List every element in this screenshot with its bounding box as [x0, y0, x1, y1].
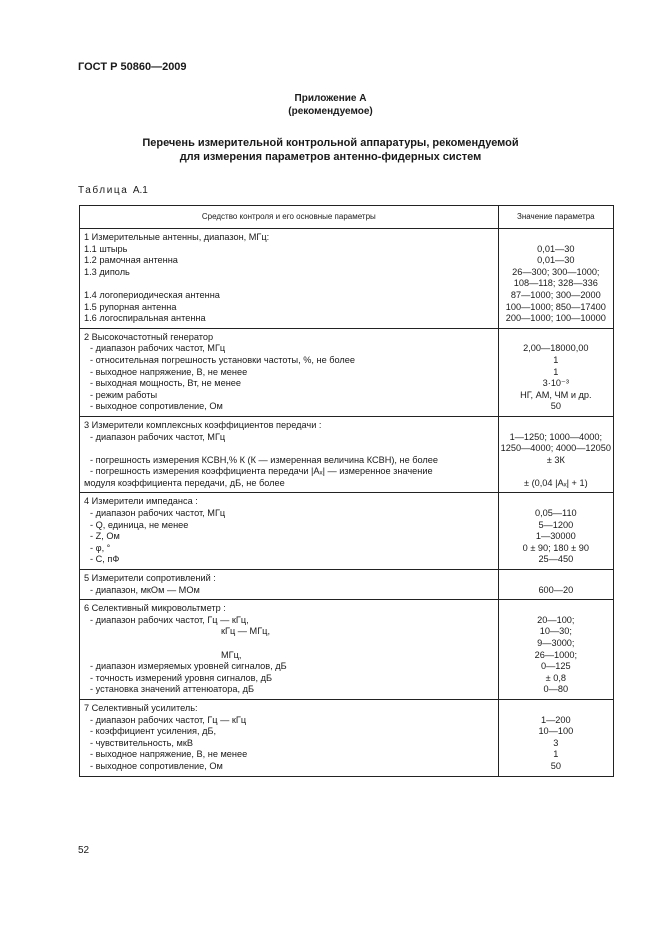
parameter-cell: [80, 570, 499, 600]
parameter-line: [84, 443, 494, 455]
parameter-line: модуля коэффициента передачи, дБ, не более: [84, 477, 285, 488]
value-cell: [498, 699, 613, 776]
parameter-line: - диапазон рабочих частот, МГц: [90, 343, 226, 354]
value-line: 108—118; 328—336: [513, 278, 598, 289]
parameter-line: - C, пФ: [90, 554, 120, 565]
appendix-heading: [0, 92, 661, 118]
value-line: 5—1200: [538, 519, 574, 530]
value-line: 25—450: [538, 554, 574, 565]
parameter-line: - выходное напряжение, В, не менее: [90, 749, 248, 760]
value-line: 0,01—30: [537, 243, 575, 254]
appendix-note: (рекомендуемое): [288, 106, 373, 117]
parameter-line: - точность измерений уровня сигналов, дБ: [90, 672, 273, 683]
parameter-line: - диапазон рабочих частот, МГц: [90, 431, 226, 442]
value-line: 1250—4000; 4000—12050: [500, 443, 611, 454]
value-line: 600—20: [538, 584, 574, 595]
table-row: [80, 570, 614, 600]
value-line: [501, 420, 611, 432]
table-caption-label: Таблица: [78, 185, 129, 196]
value-line: [501, 573, 611, 585]
table-row: [80, 493, 614, 570]
value-line: 3·10⁻³: [542, 378, 569, 389]
parameter-cell: [80, 328, 499, 416]
table-row: [80, 229, 614, 329]
parameter-line: 1.6 логоспиральная антенна: [84, 313, 206, 324]
parameter-line: - погрешность измерения КСВН,% К (К — измеренная величина КСВН), не более: [90, 454, 439, 465]
parameter-line: 1.5 рупорная антенна: [84, 301, 177, 312]
value-line: [501, 466, 611, 478]
parameter-line: - выходное напряжение, В, не менее: [90, 366, 248, 377]
value-line: 26—1000;: [534, 649, 578, 660]
parameter-line: 1 Измерительные антенны, диапазон, МГц:: [84, 232, 270, 242]
parameter-line: 3 Измерители комплексных коэффициентов передачи :: [84, 419, 322, 430]
parameter-cell: [80, 600, 499, 700]
parameter-line: - относительная погрешность установки частоты, %, не более: [90, 354, 356, 365]
value-line: 9—3000;: [537, 638, 575, 648]
table-row: [80, 416, 614, 493]
parameter-cell: [80, 699, 499, 776]
value-line: 1: [553, 366, 559, 377]
parameter-line: - диапазон рабочих частот, Гц — кГц: [90, 714, 247, 725]
parameter-line: - установка значений аттенюатора, дБ: [90, 684, 254, 695]
parameter-line: [84, 638, 494, 650]
parameter-line: 1.4 логопериодическая антенна: [84, 289, 220, 300]
value-line: ± 0,8: [545, 672, 566, 683]
value-line: 0—125: [541, 661, 571, 672]
parameter-cell: [80, 416, 499, 493]
value-line: [501, 603, 611, 615]
parameter-line: - коэффициент усиления, дБ,: [90, 726, 217, 737]
parameter-line: МГц,: [221, 649, 242, 660]
value-cell: [498, 493, 613, 570]
value-line: 10—100: [538, 726, 574, 737]
value-line: 1: [553, 749, 559, 760]
value-cell: [498, 229, 613, 329]
table-row: [80, 600, 614, 700]
parameters-table: [79, 205, 614, 777]
value-line: [501, 332, 611, 344]
appendix-title: Приложение А: [294, 93, 367, 104]
parameter-line: - диапазон рабочих частот, Гц — кГц,: [90, 614, 249, 625]
value-line: ± 3К: [546, 454, 565, 465]
parameter-line: - диапазон измеряемых уровней сигналов, дБ: [90, 661, 287, 672]
parameter-line: - режим работы: [90, 389, 158, 400]
parameter-line: 5 Измерители сопротивлений :: [84, 573, 216, 584]
value-line: 10—30;: [539, 626, 572, 637]
parameter-line: кГц — МГц,: [221, 626, 270, 637]
value-line: [501, 496, 611, 508]
value-line: ± (0,04 |Aₓ| + 1): [523, 477, 588, 488]
page-number: 52: [78, 845, 90, 856]
value-line: 100—1000; 850—17400: [505, 301, 606, 312]
value-line: 87—1000; 300—2000: [510, 289, 601, 300]
parameter-line: - диапазон, мкОм — МОм: [90, 584, 200, 595]
value-line: 1—200: [541, 714, 571, 725]
value-line: 0 ± 90; 180 ± 90: [522, 542, 589, 553]
parameter-line: - выходное сопротивление, Ом: [90, 401, 223, 412]
value-cell: [498, 600, 613, 700]
value-line: 1—30000: [535, 531, 576, 542]
parameter-line: 1.2 рамочная антенна: [84, 255, 178, 266]
column-header-value: Значение параметра: [498, 206, 613, 229]
document-title-line1: Перечень измерительной контрольной аппаратуры, рекомендуемой: [142, 137, 519, 149]
table-header-row: [80, 206, 614, 229]
value-line: 0,01—30: [537, 255, 575, 266]
document-code: ГОСТ Р 50860—2009: [78, 61, 187, 73]
value-line: 1: [553, 354, 559, 365]
table-row: [80, 328, 614, 416]
value-line: 0—80: [543, 684, 569, 695]
value-line: НГ, АМ, ЧМ и др.: [520, 389, 592, 400]
value-line: [501, 232, 611, 244]
value-line: 20—100;: [537, 614, 575, 625]
value-cell: [498, 570, 613, 600]
value-line: 1—1250; 1000—4000;: [509, 431, 603, 442]
value-line: 50: [550, 760, 561, 771]
value-line: 26—300; 300—1000;: [512, 266, 600, 277]
parameter-line: - Z, Ом: [90, 531, 120, 542]
parameter-line: 1.1 штырь: [84, 243, 128, 254]
column-header-parameter: Средство контроля и его основные параметры: [80, 206, 499, 229]
table-row: [80, 699, 614, 776]
table-caption: [78, 185, 148, 196]
parameter-line: - чувствительность, мкВ: [90, 737, 193, 748]
parameter-line: 1.3 диполь: [84, 266, 130, 277]
value-line: [501, 703, 611, 715]
value-cell: [498, 328, 613, 416]
parameter-line: - Q, единица, не менее: [90, 519, 189, 530]
parameter-line: - диапазон рабочих частот, МГц: [90, 508, 226, 519]
value-line: 2,00—18000,00: [523, 343, 589, 354]
table-caption-number: А.1: [132, 185, 148, 196]
value-line: 50: [550, 401, 561, 412]
document-title: [0, 136, 661, 164]
value-line: 3: [553, 737, 559, 748]
parameter-line: - погрешность измерения коэффициента передачи |Aₓ| — измеренное значение: [90, 466, 433, 477]
parameter-line: 4 Измерители импеданса :: [84, 496, 198, 507]
parameter-line: 6 Селективный микровольтметр :: [84, 603, 226, 614]
value-line: 0,05—110: [534, 508, 577, 519]
parameter-cell: [80, 229, 499, 329]
parameter-line: 7 Селективный усилитель:: [84, 702, 198, 713]
parameter-line: 2 Высокочастотный генератор: [84, 331, 214, 342]
value-cell: [498, 416, 613, 493]
parameter-line: [84, 278, 494, 290]
parameter-cell: [80, 493, 499, 570]
parameter-line: - выходная мощность, Вт, не менее: [90, 378, 241, 389]
document-title-line2: для измерения параметров антенно-фидерных систем: [179, 151, 482, 163]
value-line: 200—1000; 100—10000: [505, 313, 606, 324]
parameter-line: - выходное сопротивление, Ом: [90, 760, 223, 771]
parameter-line: - φ, °: [90, 542, 111, 553]
